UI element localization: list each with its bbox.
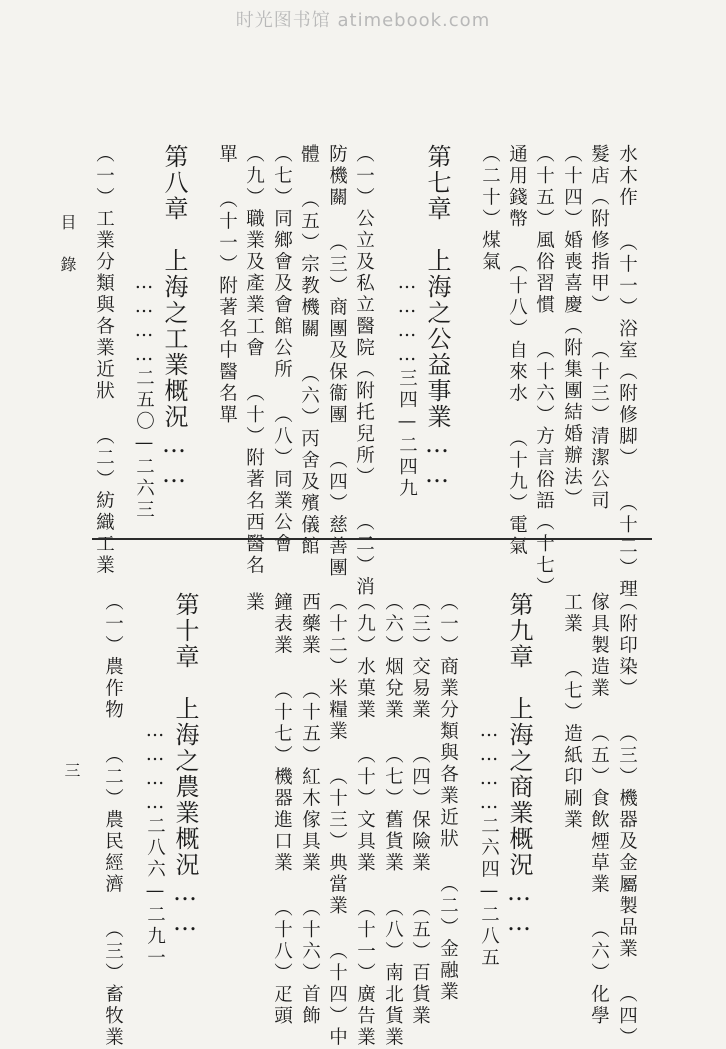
toc-line: 業: [243, 592, 265, 614]
toc-line: 鐘表業 （十七）機器進口業 （十八）疋頭: [271, 592, 293, 1027]
toc-line: （一）公立及私立醫院（附托兒所） （二）消: [353, 144, 375, 598]
toc-line: （十五）風俗習慣 （十六）方言俗語（十七）: [533, 144, 555, 598]
toc-line: 通用錢幣 （十八）自來水 （十九）電氣: [506, 144, 528, 558]
toc-line: （附印染） （三）機器及金屬製品業 （四）: [616, 592, 638, 1049]
toc-line: 髮店（附修指甲） （十三）清潔公司: [588, 144, 610, 512]
toc-line: （一）農作物 （二）農民經濟 （三）畜牧業: [102, 592, 124, 1049]
toc-line: 西藥業 （十五）紅木傢具業 （十六）首飾: [299, 592, 321, 1027]
toc-line: 防機關 （三）商團及保衞團 （四）慈善團: [326, 144, 348, 579]
toc-line: （一）商業分類與各業近狀 （二）金融業: [437, 592, 459, 1003]
toc-line: （六）烟兌業 （七）舊貨業 （八）南北貨業: [382, 592, 404, 1049]
toc-line: （一）工業分類與各業近狀 （二）紡織工業: [93, 144, 115, 577]
toc-line: （七）同鄉會及會館公所 （八）同業公會: [271, 144, 293, 555]
toc-line: （九）職業及產業工會 （十）附著名西醫名: [243, 144, 265, 577]
chapter-heading: 第七章 上海之公益事業……: [423, 144, 451, 490]
chapter-heading: 第八章 上海之工業概況……: [160, 144, 188, 490]
toc-line: 工業 （七）造紙印刷業: [561, 592, 583, 831]
page-range: …………二五〇—二六三: [133, 272, 155, 521]
toc-line: （十二）米糧業 （十三）典當業 （十四）中: [326, 592, 348, 1049]
section-divider: [92, 538, 652, 541]
watermark: 时光图书馆 atimebook.com: [235, 10, 491, 31]
page-range: …………二八六—二九一: [144, 720, 166, 969]
toc-line: 體 （五）宗教機關 （六）丙舍及殯儀館: [298, 144, 320, 558]
chapter-heading: 第九章 上海之商業概況……: [505, 592, 533, 938]
page-range: …………三四—二四九: [396, 272, 418, 500]
toc-line: 水木作 （十一）浴室（附修脚） （十二）理: [616, 144, 638, 601]
toc-line: 單 （十一）附著名中醫名單: [216, 144, 238, 426]
toc-line: （二十）煤氣: [479, 144, 501, 273]
chapter-heading: 第十章 上海之農業概況……: [171, 592, 199, 938]
toc-line: （十四）婚喪喜慶（附集團結婚辦法）: [561, 144, 583, 510]
page-range: …………二六四—二八五: [478, 720, 500, 969]
toc-line: （三）交易業 （四）保險業 （五）百貨業: [409, 592, 431, 1027]
toc-line: （九）水菓業 （十）文具業 （十一）廣告業: [354, 592, 376, 1049]
page-number: 三: [62, 762, 81, 778]
toc-line: 傢具製造業 （五）食飲煙草業 （六）化學: [588, 592, 610, 1027]
side-label: 目錄: [58, 214, 77, 298]
